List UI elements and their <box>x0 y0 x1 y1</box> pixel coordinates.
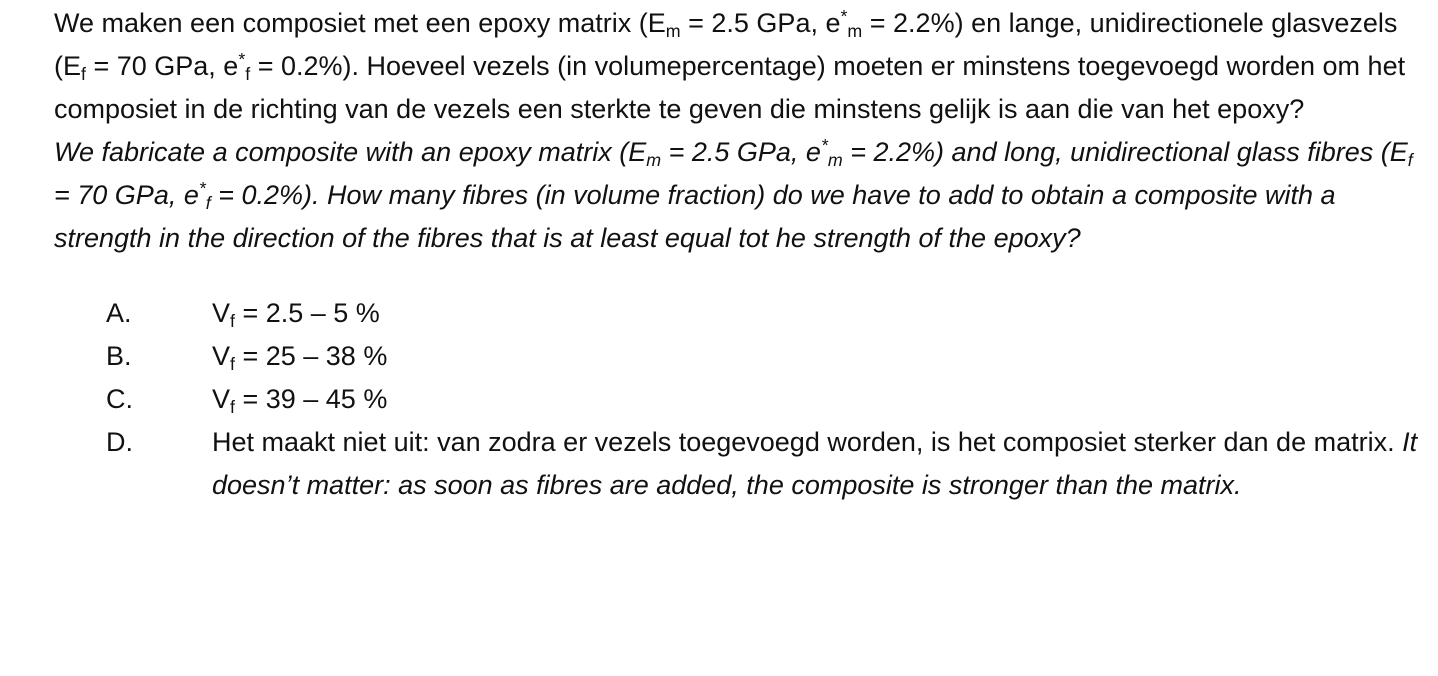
question-document <box>54 2 1424 507</box>
option-text <box>212 378 1424 421</box>
question-nl-text: = 2.5 GPa, e <box>680 8 841 38</box>
question-nl-text: = 70 GPa, e <box>85 51 239 81</box>
subscript-m: m <box>847 20 863 41</box>
option-text <box>212 335 1424 378</box>
option-text-english: It doesn’t matter: as soon as fibres are added, the composite is stronger than the matrix. <box>212 427 1418 500</box>
option-letter: C. <box>106 384 133 414</box>
option-text-dutch: Het maakt niet uit: van zodra er vezels toegevoegd worden, is het composiet sterker dan de matrix. <box>212 427 1403 457</box>
subscript-f: f <box>230 396 235 417</box>
subscript-f: f <box>230 310 235 331</box>
option-letter: B. <box>106 341 132 371</box>
question-en-text: = 0.2%). How many fibres (in volume fraction) do we have to add to obtain a composite with a strength in the direction of the fibres that is at least equal tot he strength of the epoxy? <box>54 180 1336 253</box>
subscript-f: f <box>205 192 211 213</box>
superscript-star: * <box>238 49 246 70</box>
answer-option-b <box>54 335 1424 378</box>
question-en-text: We fabricate a composite with an epoxy matrix (E <box>54 137 647 167</box>
question-english <box>54 131 1424 260</box>
volume-fraction-symbol: V <box>212 341 231 371</box>
subscript-f: f <box>1407 149 1413 170</box>
question-nl-text: We maken een composiet met een epoxy matrix (E <box>54 8 666 38</box>
question-nl-text: = 0.2%). Hoeveel vezels (in volumepercentage) moeten er minstens toegevoegd worden om het composiet in de richting van de vezels een sterkte te geven die minstens gelijk is aan die van het epoxy? <box>54 51 1406 124</box>
option-value: = 2.5 – 5 % <box>234 298 380 328</box>
subscript-f: f <box>245 63 251 84</box>
option-letter: A. <box>106 298 132 328</box>
question-en-text: = 2.5 GPa, e <box>661 137 821 167</box>
subscript-f: f <box>81 63 86 84</box>
option-value: = 39 – 45 % <box>234 384 388 414</box>
question-en-text: = 2.2%) and long, unidirectional glass fibres (E <box>842 137 1408 167</box>
volume-fraction-symbol: V <box>212 298 231 328</box>
option-value: = 25 – 38 % <box>234 341 388 371</box>
option-text <box>212 292 1424 335</box>
superscript-star: * <box>820 135 828 156</box>
superscript-star: * <box>198 178 206 199</box>
answer-options <box>54 292 1424 507</box>
subscript-m: m <box>827 149 843 170</box>
question-en-text: = 70 GPa, e <box>54 180 199 210</box>
answer-option-d <box>54 421 1424 507</box>
answer-option-c <box>54 378 1424 421</box>
answer-option-a <box>54 292 1424 335</box>
option-text <box>212 421 1424 507</box>
subscript-m: m <box>665 20 681 41</box>
question-nl-text: = 2.2%) en lange, unidirectionele glasvezels (E <box>54 8 1398 81</box>
subscript-f: f <box>230 353 235 374</box>
question-dutch <box>54 2 1424 131</box>
subscript-m: m <box>646 149 662 170</box>
option-letter: D. <box>106 427 133 457</box>
volume-fraction-symbol: V <box>212 384 231 414</box>
superscript-star: * <box>840 6 848 27</box>
